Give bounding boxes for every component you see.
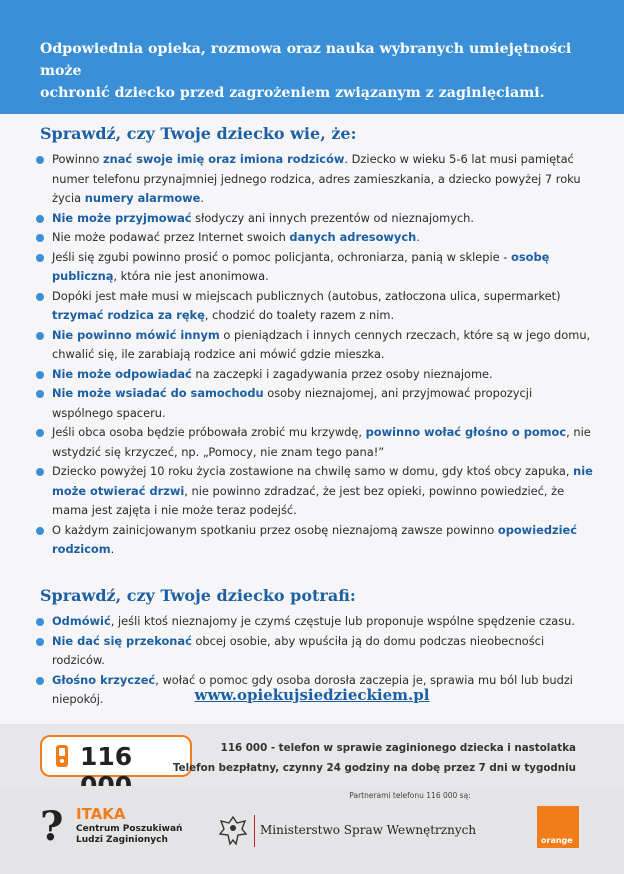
bullet-icon — [36, 677, 44, 685]
bullet-icon — [36, 468, 44, 476]
itaka-sub-line-2: Ludzi Zaginionych — [76, 835, 168, 845]
orange-logo — [537, 806, 579, 848]
item-text: O każdym zainicjowanym spotkaniu przez osobę nieznajomą zawsze powinno — [52, 522, 498, 537]
highlight-text: osobę publiczną — [52, 249, 550, 283]
eagle-emblem-icon — [218, 814, 248, 848]
item-text: Dopóki jest małe musi w miejscach publicznych (autobus, zatłoczona ulica, supermarket) — [52, 288, 561, 303]
section-title-can: Sprawdź, czy Twoje dziecko potrafi: — [40, 586, 356, 605]
list-item — [36, 423, 596, 462]
list-item — [36, 612, 596, 632]
bullet-icon — [36, 156, 44, 164]
item-text: , chodzić do toalety razem z nim. — [204, 308, 395, 322]
list-item — [36, 209, 596, 229]
highlight-text: Nie może odpowiadać — [52, 366, 192, 381]
item-text: , nie powinno zdradzać, że jest bez opieki, powinno powiedzieć, że mama jest zajęta i nie może teraz podejść. — [52, 483, 565, 517]
orange-logo-text: orange — [541, 836, 573, 845]
highlight-text: Nie dać się przekonać — [52, 633, 192, 648]
bullet-icon — [36, 332, 44, 340]
bullet-icon — [36, 390, 44, 398]
item-text: Jeśli się zgubi powinno prosić o pomoc policjanta, ochroniarza, panią w sklepie - — [52, 249, 512, 264]
item-text: na zaczepki i zagadywania przez osoby nieznajome. — [191, 366, 493, 381]
highlight-text: powinno wołać głośno o pomoc — [365, 425, 567, 439]
itaka-sub-line-1: Centrum Poszukiwań — [76, 824, 183, 834]
highlight-text: opowiedzieć rodzicom — [52, 522, 577, 556]
knows-list — [36, 150, 596, 560]
item-text: , nie wstydzić się krzyczeć, np. „Pomocy, nie znam tego pana!” — [52, 425, 591, 459]
item-text: o pieniądzach i innych cennych rzeczach, które są w jego domu, chwalić się, ile zarabiają rodzice ani mówić gdzie mieszka. — [52, 327, 591, 361]
item-text: Nie może podawać przez Internet swoich — [52, 230, 290, 244]
item-text: słodyczy ani innych prezentów od nieznajomych. — [191, 210, 475, 225]
bullet-icon — [36, 371, 44, 379]
highlight-text: znać swoje imię oraz imiona rodziców — [102, 152, 345, 166]
bullet-icon — [36, 234, 44, 242]
item-text: Jeśli obca osoba będzie próbowała zrobić mu krzywdę, — [52, 425, 366, 439]
section-title-knows: Sprawdź, czy Twoje dziecko wie, że: — [40, 124, 357, 143]
item-text: osoby nieznajomej, ani przyjmować propozycji wspólnego spaceru. — [52, 386, 533, 420]
item-text: , jeśli ktoś nieznajomy je czymś częstuje lub proponuje wspólne spędzenie czasu. — [110, 614, 576, 628]
list-item — [36, 462, 596, 521]
item-text: . — [200, 191, 205, 205]
item-text: , wołać o pomoc gdy osoba dorosła zaczepia je, sprawia mu ból lub budzi niepokój. — [52, 672, 573, 706]
header-line-2: ochronić dziecko przed zagrożeniem związanym z zaginięciami. — [40, 85, 545, 101]
phone-number-box — [40, 735, 192, 777]
list-item — [36, 228, 596, 248]
item-text: Powinno — [52, 152, 103, 166]
website-link[interactable]: www.opiekujsiedzieckiem.pl — [194, 686, 430, 704]
highlight-text: Odmówić — [52, 614, 111, 628]
highlight-text: numery alarmowe — [84, 191, 201, 205]
list-item — [36, 632, 596, 671]
bullet-icon — [36, 429, 44, 437]
bullet-icon — [36, 254, 44, 262]
highlight-text: Nie powinno mówić innym — [52, 327, 220, 342]
mswia-divider — [254, 815, 255, 847]
highlight-text: Nie może przyjmować — [52, 210, 192, 225]
highlight-text: Głośno krzyczeć — [52, 672, 156, 687]
phone-info — [173, 738, 576, 778]
phone-number: 116 — [80, 742, 133, 771]
item-text: obcej osobie, aby wpuściła ją do domu podczas nieobecności rodziców. — [52, 633, 545, 667]
itaka-logo — [40, 805, 200, 851]
itaka-brand: ITAKA — [76, 805, 126, 823]
partners-label: Partnerami telefonu 116 000 są: — [349, 791, 471, 800]
highlight-text: nie może otwierać drzwi — [52, 464, 593, 498]
highlight-text: trzymać rodzica za rękę — [52, 308, 205, 322]
header-text — [40, 38, 584, 104]
bullet-icon — [36, 293, 44, 301]
list-item — [36, 287, 596, 326]
header-banner — [0, 0, 624, 114]
item-text: . — [416, 230, 420, 244]
bullet-icon — [36, 215, 44, 223]
bullet-icon — [36, 618, 44, 626]
bullet-icon — [36, 527, 44, 535]
phone-info-line-1: 116 000 - telefon w sprawie zaginionego dziecka i nastolatka — [220, 742, 576, 754]
list-item — [36, 150, 596, 209]
list-item — [36, 384, 596, 423]
itaka-subtitle — [76, 824, 182, 846]
mswia-name: Ministerstwo Spraw Wewnętrznych — [260, 823, 477, 837]
list-item — [36, 248, 596, 287]
item-text: Dziecko powyżej 10 roku życia zostawione na chwilę samo w domu, gdy ktoś obcy zapuka, — [52, 464, 574, 478]
phone-icon — [52, 743, 74, 769]
bullet-icon — [36, 638, 44, 646]
list-item — [36, 365, 596, 385]
list-item — [36, 521, 596, 560]
mswia-logo — [218, 812, 478, 852]
list-item — [36, 326, 596, 365]
item-text: . Dziecko w wieku 5-6 lat musi pamiętać numer telefonu przynajmniej jednego rodzica, adres zamieszkania, a dziecko powyżej 7 roku życia — [52, 152, 581, 205]
highlight-text: danych adresowych — [289, 230, 417, 244]
highlight-text: Nie może wsiadać do samochodu — [52, 386, 264, 400]
item-text: , która nie jest anonimowa. — [113, 269, 269, 283]
header-line-1: Odpowiednia opieka, rozmowa oraz nauka wybranych umiejętności może — [40, 41, 572, 79]
question-mark-icon: ? — [40, 803, 64, 850]
phone-info-line-2: Telefon bezpłatny, czynny 24 godziny na dobę przez 7 dni w tygodniu — [173, 762, 576, 774]
item-text: . — [110, 542, 115, 556]
